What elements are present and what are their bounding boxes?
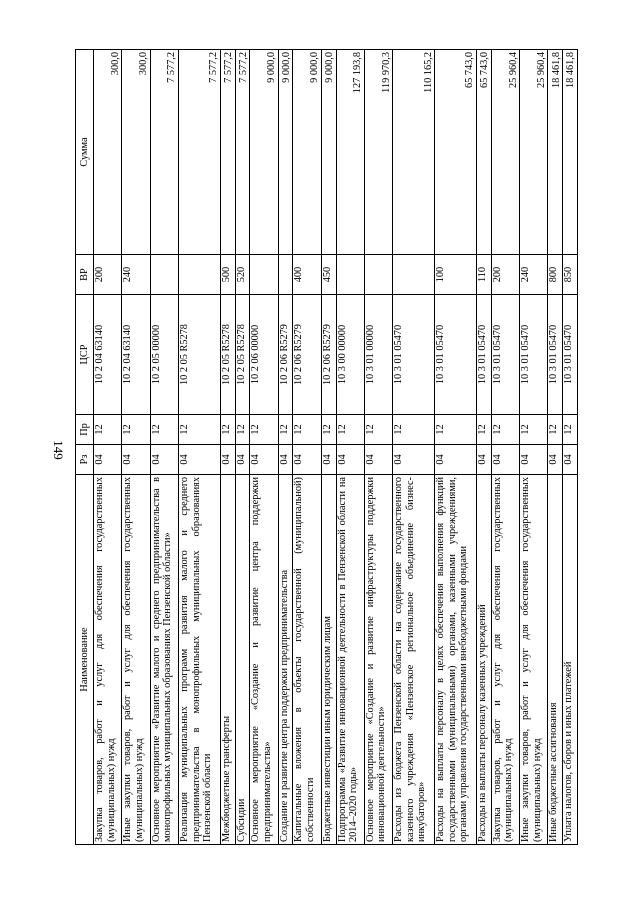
row-csr: 10 2 04 63140 xyxy=(94,295,122,415)
row-sum: 9 000,0 xyxy=(250,50,278,255)
table-row xyxy=(563,50,578,845)
row-pr: 12 xyxy=(336,415,364,445)
rotated-table-container xyxy=(75,50,578,845)
row-vr: 450 xyxy=(321,255,336,295)
row-name: Подпрограмма «Развитие инновационной деятельности в Пензенской области на 2014–2020 годы» xyxy=(336,475,364,845)
table-header-row xyxy=(76,50,94,845)
row-sum: 7 577,2 xyxy=(178,50,220,255)
row-name: Иные бюджетные ассигнования xyxy=(548,475,563,845)
row-sum: 25 960,4 xyxy=(491,50,519,255)
row-rz: 04 xyxy=(122,445,150,475)
row-sum: 65 743,0 xyxy=(477,50,492,255)
header-pr: Пр xyxy=(76,415,94,445)
row-sum: 25 960,4 xyxy=(520,50,548,255)
budget-table xyxy=(75,49,578,845)
row-csr: 10 2 05 R5278 xyxy=(220,295,235,415)
row-sum: 9 000,0 xyxy=(321,50,336,255)
row-rz: 04 xyxy=(477,445,492,475)
row-rz: 04 xyxy=(220,445,235,475)
row-sum: 7 577,2 xyxy=(220,50,235,255)
row-rz: 04 xyxy=(293,445,321,475)
row-csr: 10 2 06 00000 xyxy=(250,295,278,415)
row-name: Расходы из бюджета Пензенской области на содержание государственного казенного учреждения «Пензенское региональное объединение бизнес-инкубаторов» xyxy=(393,475,435,845)
row-pr: 12 xyxy=(393,415,435,445)
row-name: Иные закупки товаров, работ и услуг для обеспечения государственных (муниципальных) нужд xyxy=(122,475,150,845)
row-sum: 9 000,0 xyxy=(293,50,321,255)
table-row xyxy=(321,50,336,845)
row-pr: 12 xyxy=(548,415,563,445)
row-name: Капитальные вложения в объекты государственной (муниципальной) собственности xyxy=(293,475,321,845)
table-row xyxy=(122,50,150,845)
table-row xyxy=(250,50,278,845)
table-row xyxy=(178,50,220,845)
row-rz: 04 xyxy=(491,445,519,475)
header-rz: Рз xyxy=(76,445,94,475)
row-csr: 10 3 01 05470 xyxy=(563,295,578,415)
row-rz: 04 xyxy=(178,445,220,475)
row-sum: 127 193,8 xyxy=(336,50,364,255)
row-vr: 200 xyxy=(94,255,122,295)
row-csr: 10 3 01 05470 xyxy=(520,295,548,415)
table-row xyxy=(491,50,519,845)
row-csr: 10 2 05 R5278 xyxy=(178,295,220,415)
row-sum: 300,0 xyxy=(122,50,150,255)
row-vr: 800 xyxy=(548,255,563,295)
row-rz: 04 xyxy=(150,445,178,475)
row-rz: 04 xyxy=(435,445,477,475)
row-pr: 12 xyxy=(293,415,321,445)
row-pr: 12 xyxy=(364,415,392,445)
row-pr: 12 xyxy=(150,415,178,445)
row-vr: 110 xyxy=(477,255,492,295)
row-rz: 04 xyxy=(520,445,548,475)
header-sum: Сумма xyxy=(76,50,94,255)
row-pr: 12 xyxy=(122,415,150,445)
row-csr: 10 2 04 63140 xyxy=(122,295,150,415)
table-row xyxy=(336,50,364,845)
row-pr: 12 xyxy=(563,415,578,445)
row-sum: 300,0 xyxy=(94,50,122,255)
row-sum: 7 577,2 xyxy=(150,50,178,255)
row-vr xyxy=(364,255,392,295)
table-body xyxy=(94,50,578,845)
row-sum: 7 577,2 xyxy=(235,50,250,255)
row-rz: 04 xyxy=(278,445,293,475)
row-name: Основное мероприятие «Создание и развитие инфраструктуры поддержки инновационной деятельности» xyxy=(364,475,392,845)
row-pr: 12 xyxy=(491,415,519,445)
row-pr: 12 xyxy=(477,415,492,445)
row-csr: 10 3 01 05470 xyxy=(491,295,519,415)
row-name: Расходы на выплаты персоналу казенных учреждений xyxy=(477,475,492,845)
row-rz: 04 xyxy=(364,445,392,475)
row-vr: 240 xyxy=(520,255,548,295)
row-csr: 10 2 06 R5279 xyxy=(278,295,293,415)
row-name: Основное мероприятие «Развитие малого и среднего предпринимательства в монопрофильных муниципальных образованиях Пензенской области» xyxy=(150,475,178,845)
row-rz: 04 xyxy=(235,445,250,475)
row-vr xyxy=(150,255,178,295)
row-pr: 12 xyxy=(520,415,548,445)
row-rz: 04 xyxy=(250,445,278,475)
table-row xyxy=(235,50,250,845)
row-pr: 12 xyxy=(250,415,278,445)
table-row xyxy=(220,50,235,845)
row-vr xyxy=(178,255,220,295)
row-rz: 04 xyxy=(563,445,578,475)
row-name: Бюджетные инвестиции иным юридическим лицам xyxy=(321,475,336,845)
row-vr xyxy=(278,255,293,295)
row-name: Закупка товаров, работ и услуг для обеспечения государственных (муниципальных) нужд xyxy=(94,475,122,845)
row-rz: 04 xyxy=(94,445,122,475)
row-csr: 10 3 01 00000 xyxy=(364,295,392,415)
row-name: Расходы на выплаты персоналу в целях обеспечения выполнения функций государственными (муниципальными) органами, казенными учреждениями, органами управления государственными внебюджетными фондами xyxy=(435,475,477,845)
row-pr: 12 xyxy=(94,415,122,445)
page-number: 149 xyxy=(51,440,66,460)
table-row xyxy=(548,50,563,845)
row-vr: 850 xyxy=(563,255,578,295)
row-name: Закупка товаров, работ и услуг для обеспечения государственных (муниципальных) нужд xyxy=(491,475,519,845)
row-rz: 04 xyxy=(321,445,336,475)
row-rz: 04 xyxy=(393,445,435,475)
row-name: Субсидии xyxy=(235,475,250,845)
table-row xyxy=(94,50,122,845)
table-row xyxy=(393,50,435,845)
table-row xyxy=(278,50,293,845)
row-pr: 12 xyxy=(321,415,336,445)
row-pr: 12 xyxy=(278,415,293,445)
row-vr: 200 xyxy=(491,255,519,295)
row-sum: 110 165,2 xyxy=(393,50,435,255)
table-row xyxy=(520,50,548,845)
row-name: Создание и развитие центра поддержки предпринимательства xyxy=(278,475,293,845)
row-sum: 9 000,0 xyxy=(278,50,293,255)
table-row xyxy=(477,50,492,845)
row-csr: 10 3 01 05470 xyxy=(477,295,492,415)
row-csr: 10 3 01 05470 xyxy=(435,295,477,415)
row-sum: 119 970,3 xyxy=(364,50,392,255)
row-pr: 12 xyxy=(178,415,220,445)
header-vr: ВР xyxy=(76,255,94,295)
row-vr: 520 xyxy=(235,255,250,295)
row-pr: 12 xyxy=(220,415,235,445)
table-row xyxy=(364,50,392,845)
table-row xyxy=(435,50,477,845)
row-name: Реализация муниципальных программ развития малого и среднего предпринимательства в монопрофильных муниципальных образованиях Пензенской области xyxy=(178,475,220,845)
row-sum: 18 461,8 xyxy=(563,50,578,255)
row-csr: 10 3 01 05470 xyxy=(548,295,563,415)
row-csr: 10 2 05 R5278 xyxy=(235,295,250,415)
row-name: Межбюджетные трансферты xyxy=(220,475,235,845)
row-vr: 100 xyxy=(435,255,477,295)
row-csr: 10 2 06 R5279 xyxy=(293,295,321,415)
row-rz: 04 xyxy=(336,445,364,475)
row-csr: 10 2 05 00000 xyxy=(150,295,178,415)
row-pr: 12 xyxy=(435,415,477,445)
row-rz: 04 xyxy=(548,445,563,475)
table-row xyxy=(150,50,178,845)
row-vr: 400 xyxy=(293,255,321,295)
row-vr xyxy=(336,255,364,295)
header-name: Наименование xyxy=(76,475,94,845)
header-csr: ЦСР xyxy=(76,295,94,415)
row-pr: 12 xyxy=(235,415,250,445)
row-vr xyxy=(250,255,278,295)
row-sum: 65 743,0 xyxy=(435,50,477,255)
row-name: Основное мероприятие «Создание и развитие центра поддержки предпринимательства» xyxy=(250,475,278,845)
table-row xyxy=(293,50,321,845)
row-csr: 10 2 06 R5279 xyxy=(321,295,336,415)
row-vr: 240 xyxy=(122,255,150,295)
row-sum: 18 461,8 xyxy=(548,50,563,255)
row-name: Иные закупки товаров, работ и услуг для обеспечения государственных (муниципальных) нужд xyxy=(520,475,548,845)
row-csr: 10 3 00 00000 xyxy=(336,295,364,415)
row-csr: 10 3 01 05470 xyxy=(393,295,435,415)
row-vr: 500 xyxy=(220,255,235,295)
row-name: Уплата налогов, сборов и иных платежей xyxy=(563,475,578,845)
row-vr xyxy=(393,255,435,295)
